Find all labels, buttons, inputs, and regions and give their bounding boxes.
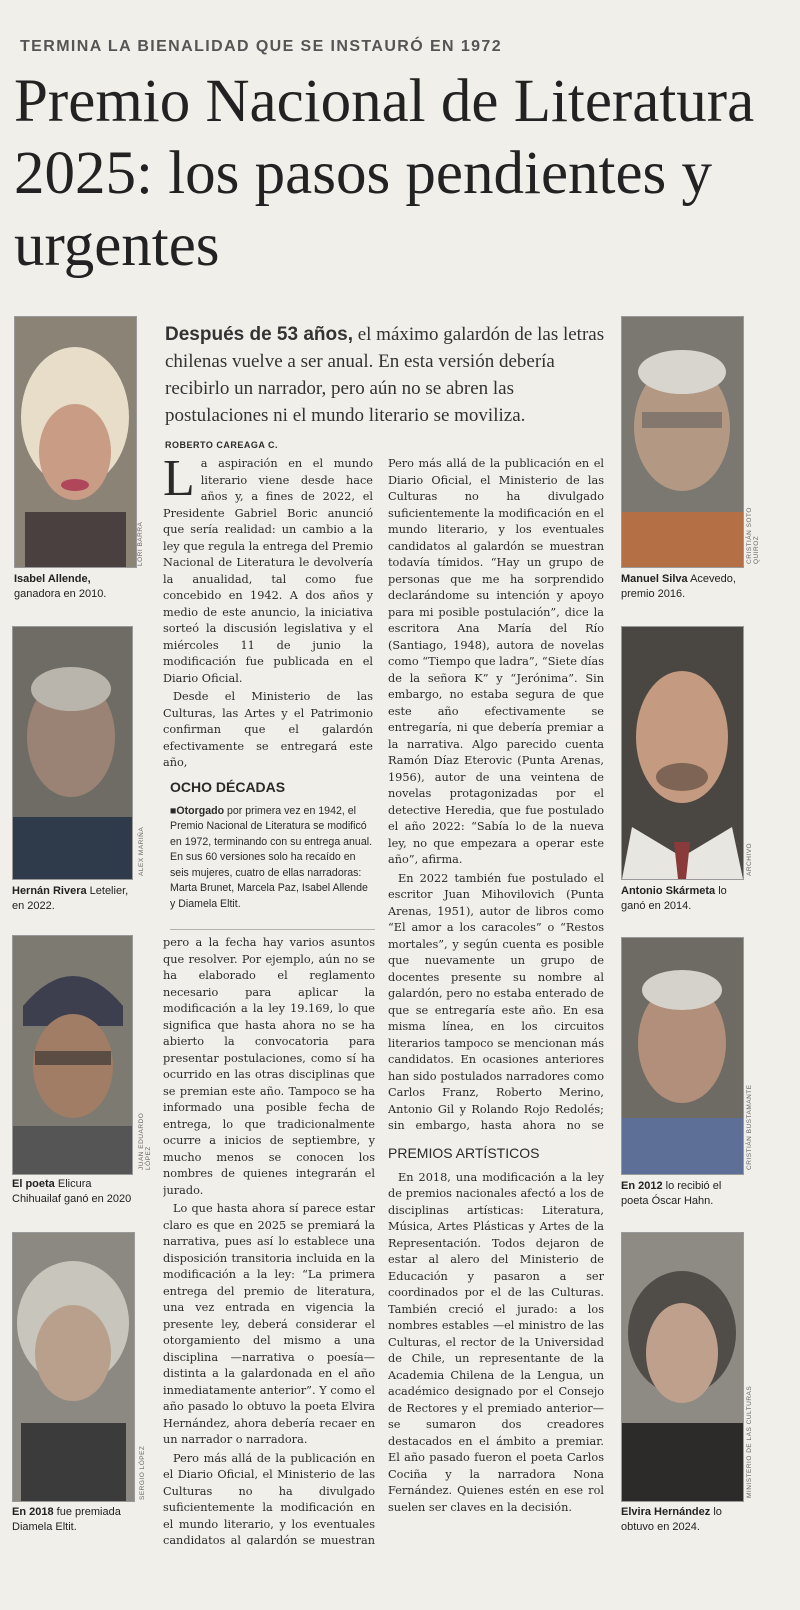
box-divider	[170, 929, 375, 930]
caption-eltit-text: fue premiada Diamela Eltit.	[12, 1506, 121, 1533]
photo-elvira-hernandez	[621, 1232, 744, 1502]
caption-eltit-bold: En 2018	[12, 1506, 54, 1518]
dropcap: L	[163, 456, 195, 507]
photo-isabel-allende	[14, 316, 137, 568]
lead-bold: Después de 53 años,	[165, 324, 353, 345]
credit-rivera: ALEX MARIÑA	[138, 826, 145, 876]
credit-eltit: SERGIO LÓPEZ	[139, 1445, 146, 1500]
section-premios-artisticos: PREMIOS ARTÍSTICOS	[388, 1145, 540, 1161]
sidebar-box	[170, 770, 375, 930]
body-paragraph-7: En 2018, una modificación a la ley de premios nacionales afectó a los de disciplinas artísticas: Literatura, Música, Artes Plásticas y Artes de la Representación. Todos dejaron de estar al alero del Ministerio de Educación y pasaron a ser coordinados por el de las Culturas. También creció el jurado: a los nombres estables —el ministro de las Culturas, el rector de la Universidad de Chile, un representante de la Academia Chilena de la Lengua, un académico designado por el Consejo de Rectores y el premiado anterior— se sumaron dos creadores destacados en el ámbito a premiar. El año pasado fueron el poeta Carlos Cociña y la narradora Nona Fernández. Quienes estén en ese rol suelen ser claves en la decisión.	[388, 1170, 604, 1514]
lead-paragraph	[165, 321, 615, 429]
kicker: TERMINA LA BIENALIDAD QUE SE INSTAURÓ EN 1972	[20, 38, 503, 55]
caption-hahn	[621, 1179, 751, 1209]
body-column-1-bottom	[163, 935, 375, 1545]
caption-skarmeta-text: lo ganó en 2014.	[621, 885, 727, 912]
caption-hernandez	[621, 1505, 751, 1535]
caption-silva-bold: Manuel Silva	[621, 573, 688, 585]
headline: Premio Nacional de Literatura 2025: los pasos pendientes y urgentes	[14, 68, 755, 279]
box-bold: Otorgado	[176, 804, 225, 817]
caption-allende	[14, 572, 139, 602]
photo-oscar-hahn	[621, 937, 744, 1175]
caption-hahn-bold: En 2012	[621, 1180, 663, 1192]
lead-text: el máximo galardón de las letras chilenas vuelve a ser anual. En esta versión debería recibirlo un narrador, pero aún no se abren las postulaciones ni el mundo literario se moviliza.	[165, 324, 605, 426]
credit-skarmeta: ARCHIVO	[746, 842, 753, 876]
credit-chihuailaf: JUAN EDUARDO LÓPEZ	[138, 1112, 152, 1170]
body-column-1-top	[163, 456, 373, 772]
photo-elicura-chihuailaf	[12, 935, 133, 1175]
box-text	[170, 804, 375, 913]
body-column-2-bottom	[388, 1135, 604, 1545]
caption-rivera-text: Letelier, en 2022.	[12, 885, 129, 912]
body-paragraph-1: a aspiración en el mundo literario viene desde hace años y, a fines de 2022, el Presidente Gabriel Boric anunció que sería realidad: un cambio a la ley que regula la entrega del Premio Nacional de Literatura le devolvería la anualidad, tal como fue concebido en 1942. A dos años y medio de este anuncio, la iniciativa sorteó la discusión legislativa y el miércoles 11 de junio la modificación fue publicada en el Diario Oficial.	[163, 457, 373, 685]
caption-skarmeta-bold: Antonio Skármeta	[621, 885, 716, 897]
caption-chihuailaf-bold: El poeta	[12, 1178, 55, 1190]
caption-eltit	[12, 1505, 140, 1535]
caption-chihuailaf	[12, 1177, 140, 1207]
caption-hernandez-bold: Elvira Hernández	[621, 1506, 711, 1518]
credit-hernandez: MINISTERIO DE LAS CULTURAS	[746, 1385, 753, 1498]
caption-silva-text: Acevedo, premio 2016.	[621, 573, 736, 600]
body-paragraph-5a: Pero más allá de la publicación en el Diario Oficial, el Ministerio de las Culturas no ha divulgado suficientemente la modificación en el mundo literario, y los eventuales candidatos al galardón se muestran	[163, 1451, 375, 1545]
credit-allende: LORI BARRA	[137, 521, 144, 566]
body-paragraph-2: Desde el Ministerio de las Culturas, las Artes y el Patrimonio confirman que el galardón efectivamente se entregará este año,	[163, 690, 373, 769]
photo-antonio-skarmeta	[621, 626, 744, 880]
byline: ROBERTO CAREAGA C.	[165, 440, 279, 450]
body-column-2	[388, 456, 604, 1136]
box-bullet-icon: ■	[170, 804, 177, 817]
photo-hernan-rivera	[12, 626, 133, 880]
caption-hahn-text: lo recibió el poeta Óscar Hahn.	[621, 1180, 722, 1207]
caption-hernandez-text: lo obtuvo en 2024.	[621, 1506, 722, 1533]
body-paragraph-5: Pero más allá de la publicación en el Diario Oficial, el Ministerio de las Culturas no ha divulgado suficientemente la modificación en el mundo literario, y los eventuales candidatos al galardón se muestran todavía tímidos. “Hay un grupo de personas que me ha sorprendido declarándome su intención y apoyo para mi posible postulación”, dice la escritora Ana María del Río (Santiago, 1948), autora de novelas como “Tiempo que ladra”, “Siete días de la señora K” y “Jerónima”. Sin embargo, no estaba segura de que este año efectivamente se entregaría, ni que debería premiar a la narrativa. Algo parecido cuenta Ramón Díaz Eterovic (Punta Arenas, 1956), autor de una veintena de novelas protagonizadas por el detective Heredia, que fue postulado el año 2022: “Sabía lo de la nueva ley, no que empezara a operar este año”, afirma.	[388, 457, 604, 866]
photo-manuel-silva	[621, 316, 744, 568]
credit-hahn: CRISTIÁN BUSTAMANTE	[746, 1084, 753, 1170]
caption-silva	[621, 572, 751, 602]
body-paragraph-4: Lo que hasta ahora sí parece estar claro es que en 2025 se premiará la narrativa, pues así lo establece una disposición transitoria incluida en la modificación a la ley: “La primera entrega del premio de literatura, una vez entrada en vigencia la presente ley, deberá considerar el otorgamiento del mismo a una disciplina —narrativa o poesía— distinta a la galardonada en el año inmediatamente anterior”. Y como el año pasado lo obtuvo la poeta Elvira Hernández, ahora debería recaer en un narrador o narradora.	[163, 1202, 375, 1446]
body-paragraph-3: pero a la fecha hay varios asuntos que resolver. Por ejemplo, aún no se ha elaborado el reglamento necesario para aplicar la modificación a la ley 19.169, lo que significa que hasta ahora no se ha abierto la convocatoria para presentar postulaciones, como sí ha ocurrido en las otras disciplinas que se premian este año. Tampoco se ha informado una posible fecha de entrega, lo que tradicionalmente ocurre a inicios de septiembre, y mucho menos se conocen los nombres de quienes integrarán el jurado.	[163, 936, 375, 1197]
caption-allende-text: ganadora en 2010.	[14, 588, 107, 600]
body-paragraph-6: En 2022 también fue postulado el escritor Juan Mihovilovich (Punta Arenas, 1951), autor de libros como “El amor a los caracoles” o “Restos mortales”, y según cuenta es posible que nuevamente un grupo de docentes presente su nombre al galardón, pero no estaba enterado de que se entregaría este año. En esa misma línea, en los circuitos literarios tampoco se mencionan más candidatos. En ocasiones anteriores han sido postulados narradores como Carlos Franz, Roberto Merino, Antonio Gil y Rolando Rojo Redolés; sin embargo, hasta ahora no se	[388, 871, 604, 1132]
photo-diamela-eltit	[12, 1232, 135, 1502]
caption-rivera-bold: Hernán Rivera	[12, 885, 87, 897]
caption-chihuailaf-text: Elicura Chihuailaf ganó en 2020	[12, 1178, 132, 1205]
caption-allende-bold: Isabel Allende,	[14, 573, 91, 585]
caption-skarmeta	[621, 884, 751, 914]
box-title: OCHO DÉCADAS	[170, 779, 286, 795]
credit-silva: CRISTIÁN SOTO QUIROZ	[746, 507, 760, 564]
box-body: por primera vez en 1942, el Premio Nacional de Literatura se modificó en 1972, terminando con su entrega anual. En sus 60 versiones solo ha recaído en seis mujeres, cuatro de ellas narradoras: Marta Brunet, Marcela Paz, Isabel Allende y Diamela Eltit.	[170, 804, 373, 910]
caption-rivera	[12, 884, 137, 914]
